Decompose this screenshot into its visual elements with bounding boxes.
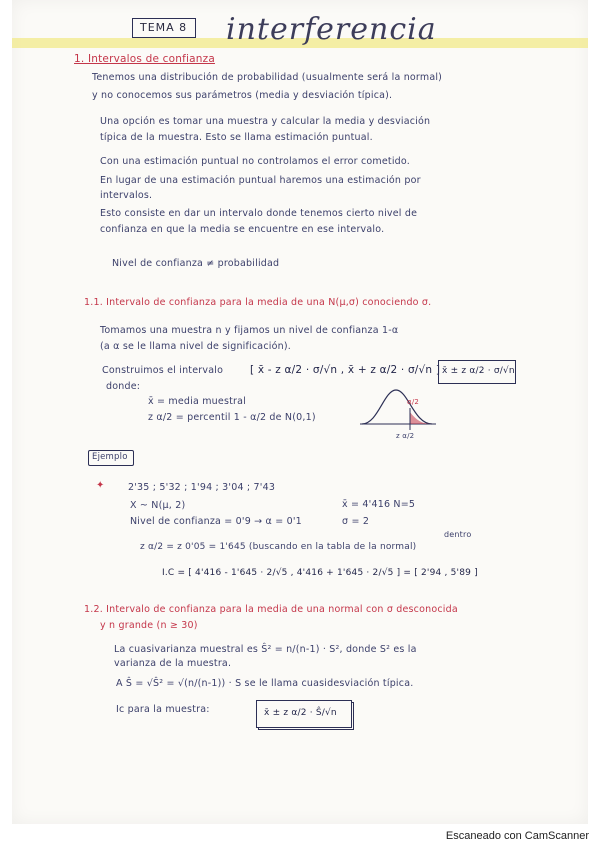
- s1-p1-line1: Tenemos una distribución de probabilidad (usualmente será la normal): [92, 72, 443, 83]
- s1-p2-line2: típica de la muestra. Esto se llama estimación puntual.: [100, 132, 373, 143]
- s1-p3: Con una estimación puntual no controlamos el error cometido.: [100, 156, 410, 167]
- example-mean: x̄ = 4'416 N=5: [342, 499, 416, 510]
- s12-line4: Ic para la muestra:: [116, 704, 210, 715]
- example-data: 2'35 ; 5'32 ; 1'94 ; 3'04 ; 7'43: [128, 482, 276, 493]
- tail-area: [410, 412, 432, 424]
- s12-line3: A Ŝ = √Ŝ² = √(n/(n-1)) · S se le llama cuasidesviación típica.: [116, 678, 414, 689]
- s11-line1: Tomamos una muestra n y fijamos un nivel de confianza 1-α: [100, 325, 399, 336]
- s1-p4-line2: intervalos.: [100, 190, 153, 201]
- example-bullet: ✦: [96, 480, 105, 491]
- s12-line2: varianza de la muestra.: [114, 658, 232, 669]
- section-1-2-heading-line1: 1.2. Intervalo de confianza para la media de una normal con σ desconocida: [84, 604, 458, 615]
- s1-p2-line1: Una opción es tomar una muestra y calcular la media y desviación: [100, 116, 431, 127]
- section-1-2-heading-line2: y n grande (n ≥ 30): [100, 620, 198, 631]
- normal-curve-graph: [358, 384, 438, 438]
- s12-formula: x̄ ± z α/2 · Ŝ/√n: [264, 708, 337, 718]
- s1-p4-line1: En lugar de una estimación puntual haremos una estimación por: [100, 175, 421, 186]
- s1-p5-line2: confianza en que la media se encuentre en ese intervalo.: [100, 224, 385, 235]
- scanner-watermark: Escaneado con CamScanner: [445, 830, 589, 842]
- page-title: interferencia: [226, 12, 437, 47]
- s11-line2: (a α se le llama nivel de significación).: [100, 341, 291, 352]
- section-1-1-heading: 1.1. Intervalo de confianza para la media de una N(μ,σ) conociendo σ.: [84, 297, 432, 308]
- bell-curve: [362, 390, 432, 424]
- example-z: z α/2 = z 0'05 = 1'645 (buscando en la tabla de la normal): [140, 542, 417, 552]
- s12-line1: La cuasivarianza muestral es Ŝ² = n/(n-1) · S², donde S² es la: [114, 644, 417, 655]
- s11-def-percentile: z α/2 = percentil 1 - α/2 de N(0,1): [148, 412, 316, 423]
- s11-line3: Construimos el intervalo: [102, 365, 224, 376]
- example-nivel: Nivel de confianza = 0'9 → α = 0'1: [130, 516, 302, 527]
- s1-p6: Nivel de confianza ≠ probabilidad: [112, 258, 280, 269]
- graph-label-alpha: α/2: [407, 398, 420, 406]
- s11-donde: donde:: [106, 381, 141, 392]
- section-1-heading: 1. Intervalos de confianza: [74, 53, 215, 65]
- example-distribution: X ~ N(μ, 2): [130, 500, 186, 511]
- s11-formula-boxed: x̄ ± z α/2 · σ/√n: [442, 366, 515, 376]
- s11-formula-interval: [ x̄ - z α/2 · σ/√n , x̄ + z α/2 · σ/√n ]: [250, 364, 441, 376]
- example-label: Ejemplo: [92, 452, 128, 462]
- s11-def-mean: x̄ = media muestral: [148, 396, 246, 407]
- example-sigma: σ = 2: [342, 516, 370, 527]
- example-ic: I.C = [ 4'416 - 1'645 · 2/√5 , 4'416 + 1'645 · 2/√5 ] = [ 2'94 , 5'89 ]: [162, 568, 478, 578]
- s1-p1-line2: y no conocemos sus parámetros (media y desviación típica).: [92, 90, 393, 101]
- example-dentro-note: dentro: [444, 530, 472, 539]
- graph-label-z: z α/2: [396, 432, 415, 440]
- s1-p5-line1: Esto consiste en dar un intervalo donde tenemos cierto nivel de: [100, 208, 418, 219]
- tema-label: TEMA 8: [140, 21, 188, 34]
- notebook-page: [12, 0, 588, 824]
